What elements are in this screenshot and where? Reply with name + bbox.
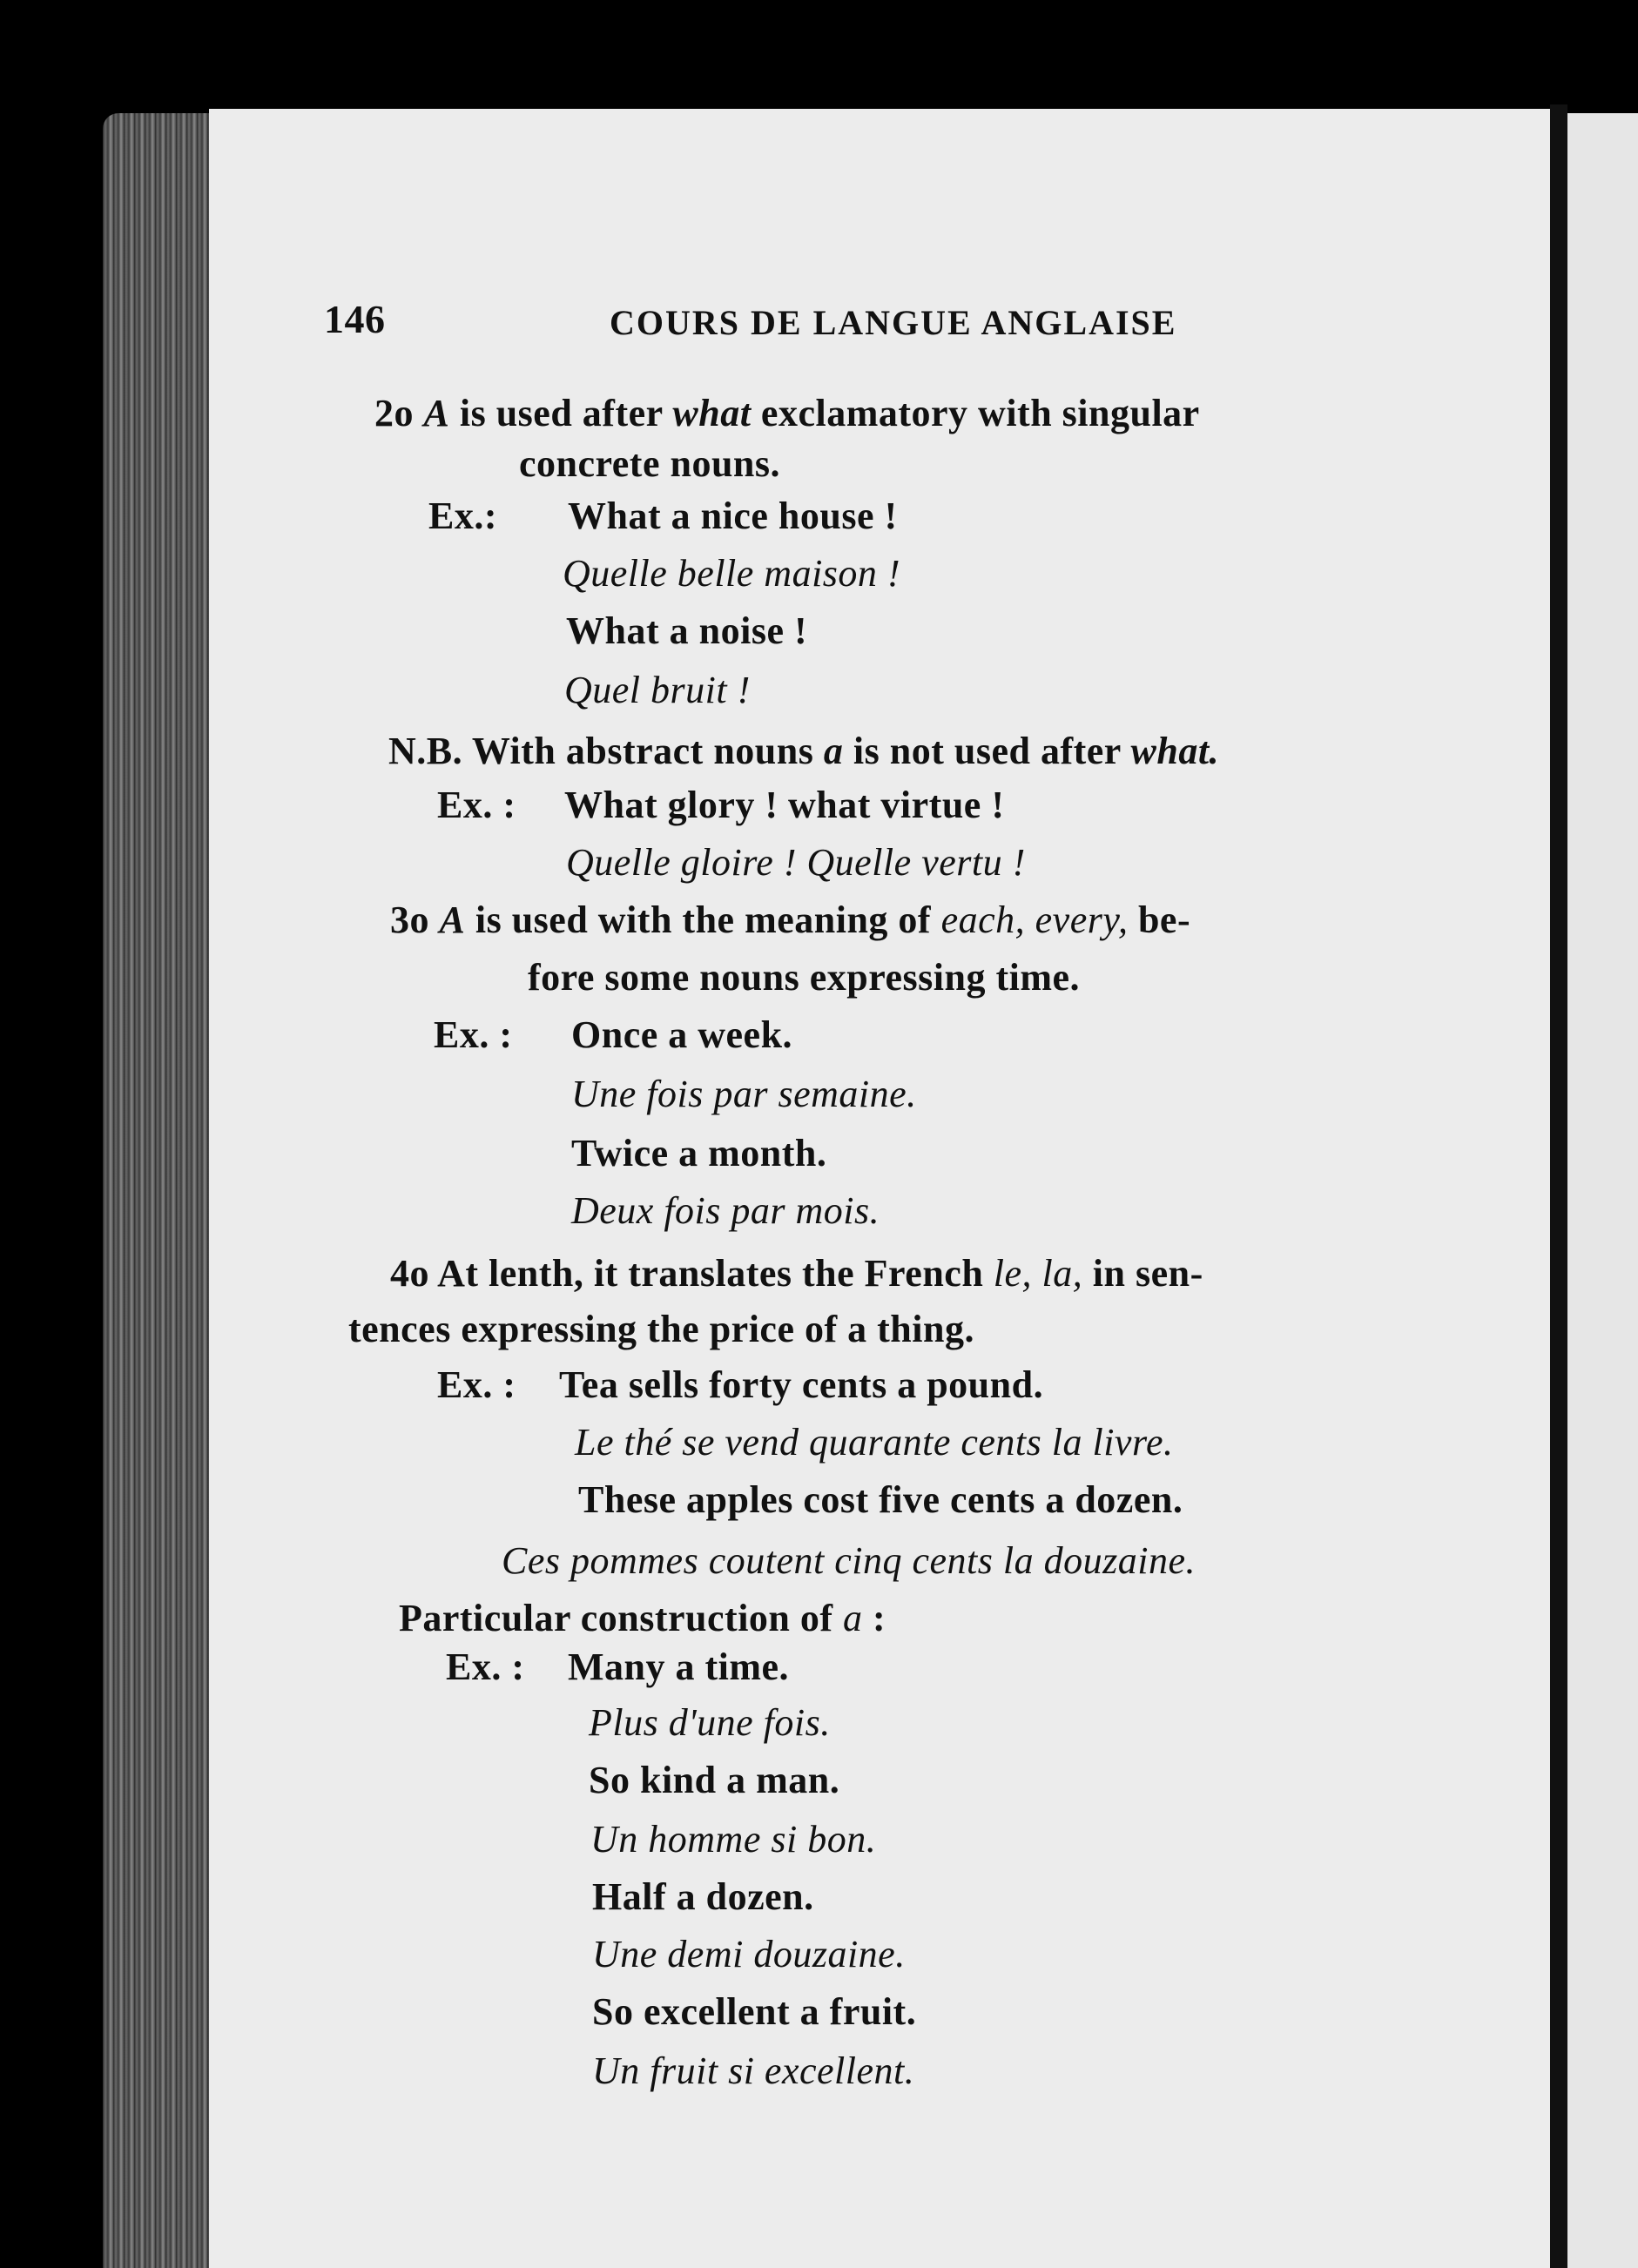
example-french: Quelle gloire ! Quelle vertu !	[566, 841, 1026, 884]
rule-4: 4o At lenth, it translates the French le, la, in sen-	[390, 1252, 1203, 1295]
rule-3: 3o A is used with the meaning of each, every, be-	[390, 898, 1191, 941]
rule-2: 2o A is used after what exclamatory with singular	[374, 392, 1200, 434]
book-spine-edge	[103, 113, 216, 2268]
example-french: Ces pommes coutent cinq cents la douzaine.	[502, 1539, 1196, 1582]
example-english: So kind a man.	[589, 1759, 840, 1801]
example-french: Quelle belle maison !	[563, 552, 901, 595]
example-french: Plus d'une fois.	[589, 1701, 831, 1744]
example-french: Une fois par semaine.	[571, 1073, 917, 1115]
page-gutter	[1550, 104, 1567, 2268]
example-english: Once a week.	[571, 1013, 793, 1056]
nota-bene: N.B. With abstract nouns a is not used after what.	[388, 730, 1220, 772]
rule-2-continued: concrete nouns.	[519, 442, 781, 485]
example-english: So excellent a fruit.	[592, 1990, 917, 2033]
example-label: Ex. :	[434, 1013, 513, 1056]
example-french: Un fruit si excellent.	[592, 2049, 915, 2092]
example-french: Un homme si bon.	[590, 1818, 877, 1861]
example-english: These apples cost five cents a dozen.	[578, 1478, 1183, 1521]
rule-3-continued: fore some nouns expressing time.	[528, 956, 1081, 999]
example-english: Twice a month.	[571, 1132, 827, 1174]
rule-4-continued: tences expressing the price of a thing.	[348, 1308, 974, 1350]
page-number: 146	[324, 297, 386, 341]
example-english: Tea sells forty cents a pound.	[559, 1363, 1044, 1406]
example-french: Quel bruit !	[564, 669, 751, 711]
example-french: Le thé se vend quarante cents la livre.	[575, 1421, 1174, 1464]
example-label: Ex. :	[437, 784, 516, 826]
example-english: What a noise !	[566, 609, 808, 652]
example-english: What glory ! what virtue !	[564, 784, 1005, 826]
example-french: Deux fois par mois.	[571, 1189, 880, 1232]
running-title: COURS DE LANGUE ANGLAISE	[610, 303, 1177, 342]
example-english: Many a time.	[568, 1645, 790, 1688]
facing-page-edge	[1567, 113, 1638, 2268]
example-english: What a nice house !	[568, 495, 898, 537]
example-label: Ex. :	[446, 1645, 525, 1688]
example-label: Ex.:	[428, 495, 497, 537]
particular-construction: Particular construction of a :	[399, 1597, 886, 1639]
example-french: Une demi douzaine.	[592, 1933, 906, 1975]
example-label: Ex. :	[437, 1363, 516, 1406]
example-english: Half a dozen.	[592, 1875, 814, 1918]
